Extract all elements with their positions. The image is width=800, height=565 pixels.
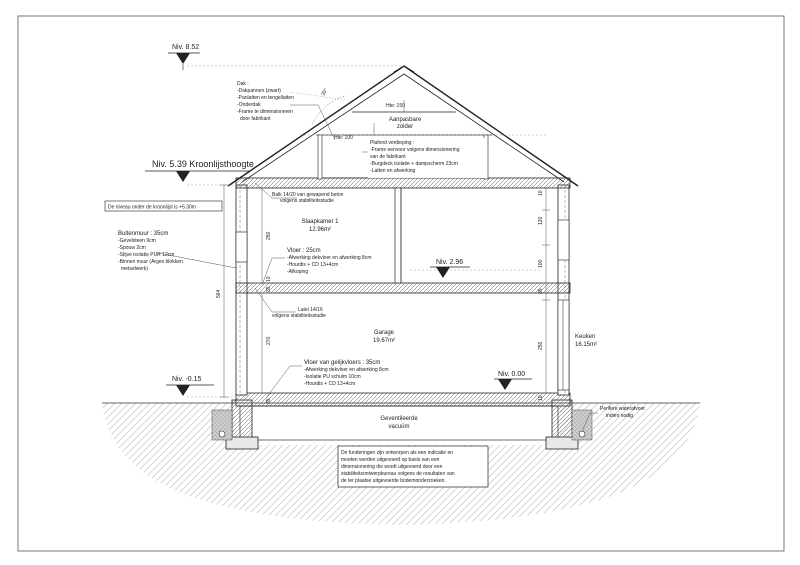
level-outside-label: Niv. -0.15 [172,376,202,383]
dim-right-c: 35 [538,288,544,294]
level-upper-label: Niv. 2.96 [436,259,464,266]
ceiling-note-1: -Frame eenvoor volgens dimensionering [370,147,460,153]
roof-note-4: -Frame te dimensioneren [237,109,293,115]
drain-pipe-left [219,431,225,437]
window-left-upper [236,232,247,262]
attic-title: Aanpasbare [388,117,422,123]
foundation-note-4: de ter plaatse uitgevoerde bodemonderzoeken. [341,478,446,484]
attic-floor [236,178,570,188]
ceiling-note-0: Plafond verdieping : [370,140,415,146]
bedroom-title: Slaapkamer 1 [301,219,339,225]
lintel-note-0: Latei 14/16 [298,307,323,313]
level-eaves-label: Niv. 5.39 Kroonlijsthoogte [152,159,254,169]
roof-note-2: -Panlatten en tengellatten [237,95,294,101]
level-ground-label: Niv. 0.00 [498,371,526,378]
crawl-space [240,406,558,440]
ceiling-note-3: -Burgdeck isolatie + dampscherm 23cm [370,161,458,167]
ceiling-note-2: van de fabrikant [370,154,406,160]
foundation-note-3: stabiliteitsontwerpbureau volgens de resultaten van [341,471,455,477]
dim-slab-b: 35 [266,286,272,292]
floor-note-2: -Hourdis + CD 13+4cm [287,262,339,268]
wall-note-3: -Stijve isolatie PUR 12cm [118,252,175,258]
garage-area: 19.67m² [372,338,396,344]
level-ground-marker [494,379,532,390]
dim-lower: 270 [266,336,272,345]
upper-floor-slab [236,283,570,293]
window-right-upper [558,220,569,260]
wall-note-0: Buitenmuur : 35cm [118,231,169,237]
crawl-label-1: vacuüm [388,424,410,430]
ceiling-note-4: -Latten en afwerking [370,168,416,174]
wall-note-2: -Spouw 2cm [118,245,146,251]
roof-note-0: Dak : [237,81,249,87]
wall-note-4: -Binnen muur (Argex blokken [118,259,183,265]
garage-title: Garage [373,330,395,336]
dim-right-d: 255 [538,341,544,350]
bedroom-area: 12.96m² [308,227,332,233]
ground-floor-note-1: -Afwerking dekvloer en afwerking 8cm [304,367,389,373]
ground-slab [236,393,570,406]
wall-note-1: -Gevelsteen 9cm [118,238,156,244]
floor-note-1: -Afwerking dekvloer en afwerking 8cm [287,255,372,261]
roof-note-3: -Onderdak [237,102,261,108]
eaves-note: De niveau onder de kroonlijst is +5.30m [108,204,196,211]
ground-floor-note-0: Vloer van gelijkvloers : 35cm [304,360,381,366]
roof-note-1: -Dakpannen (zwart) [237,88,281,94]
foundation-note-0: De funderingen zijn ontworpen als een indicatie en [341,450,454,456]
beam-note-0: Balk 14/20 van gewapend beton [272,192,344,198]
crawl-label-0: Geventileerde [380,416,418,422]
foundation-note-2: dimensionering die wordt uitgevoerd door een [341,464,443,470]
roof-note-5: door fabrikant [240,116,271,122]
dim-angle: 35° [320,87,330,97]
dim-base: 35 [266,398,272,404]
angle-arc [312,96,346,124]
kitchen-area: 16.15m² [575,342,598,348]
lintel-note-1: volgens stabiliteitsstudie [272,313,326,319]
dim-height-mid: Hte: 100 [334,135,353,141]
level-top-label: Niv. 8.52 [172,44,200,51]
level-upper-marker [430,267,470,278]
level-eaves-marker [145,171,250,182]
dim-upper: 250 [266,231,272,240]
floor-note-3: -Afkoping [287,269,309,275]
floor-note-0: Vloer : 25cm [287,248,321,254]
level-outside-marker [166,385,214,396]
attic-sub: zolder [396,124,414,130]
attic-knee-left [318,135,322,179]
beam-note-1: volgens stabiliteitsstudie [280,198,334,204]
kitchen-title: Keuken [575,334,596,340]
dim-right-a: 120 [538,216,544,225]
dim-height-top: Hte: 150 [386,103,405,109]
ground-floor-note-3: -Hourdis + CD 13+4cm [304,381,356,387]
partition-wall [395,188,401,283]
dim-right-b: 100 [538,259,544,268]
level-top-marker [168,53,200,70]
wall-note-5: metselwerk) [121,266,148,272]
dim-total: 564 [216,289,222,298]
dim-small-b: 10 [538,395,544,401]
dim-slab-a: 10 [266,276,272,282]
drain-note-0: Perifere waterafvoer [600,406,646,412]
window-right-lower [558,300,569,390]
drain-note-1: indien nodig [606,413,633,419]
foundation-note-1: moeten worden uitgevoerd op basis van een [341,457,440,463]
ground-floor-note-2: -Isolatie PU schuim 10cm [304,374,361,380]
dim-small-a: 10 [538,190,544,196]
